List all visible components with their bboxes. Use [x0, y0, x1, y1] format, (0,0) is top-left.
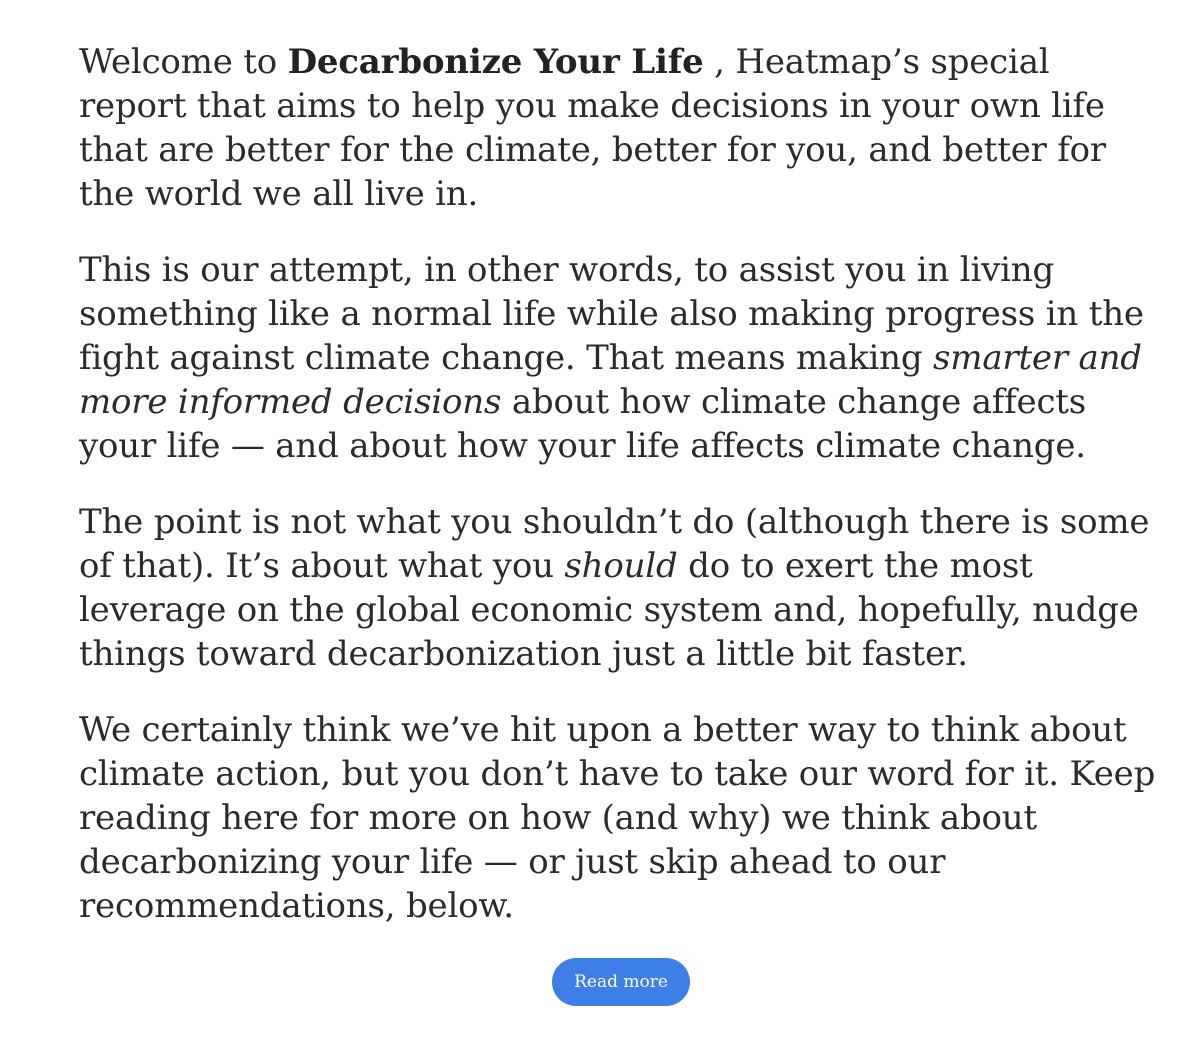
intro-rest: , Heatmap’s special report that aims to help you make decisions in your own life that are better for the climate, better for you, and better for the world we all live in.	[79, 42, 1106, 214]
read-more-button[interactable]: Read more	[552, 958, 690, 1006]
report-title: Decarbonize Your Life	[287, 42, 704, 82]
intro-lead: Welcome to	[79, 42, 288, 82]
point-paragraph	[79, 500, 1159, 676]
attempt-rest: about how climate change affects your life — and about how your life affects climate change.	[79, 382, 1087, 466]
point-lead: The point is not what you shouldn’t do (although there is some of that). It’s about what you	[79, 502, 1150, 586]
attempt-emphasis: smarter and more informed decisions	[79, 338, 1142, 422]
attempt-paragraph	[79, 248, 1159, 468]
article-body	[79, 40, 1159, 928]
action-paragraph: We certainly think we’ve hit upon a better way to think about climate action, but you don’t have to take our word for it. Keep reading here for more on how (and why) we think about decarbonizing your life — or just skip ahead to our recommendations, below.	[79, 710, 1156, 926]
intro-paragraph	[79, 40, 1159, 216]
attempt-lead: This is our attempt, in other words, to assist you in living something like a normal life while also making progress in the fight against climate change. That means making	[79, 250, 1144, 378]
point-emphasis: should	[564, 546, 678, 586]
point-rest: do to exert the most leverage on the global economic system and, hopefully, nudge things toward decarbonization just a little bit faster.	[79, 546, 1139, 674]
